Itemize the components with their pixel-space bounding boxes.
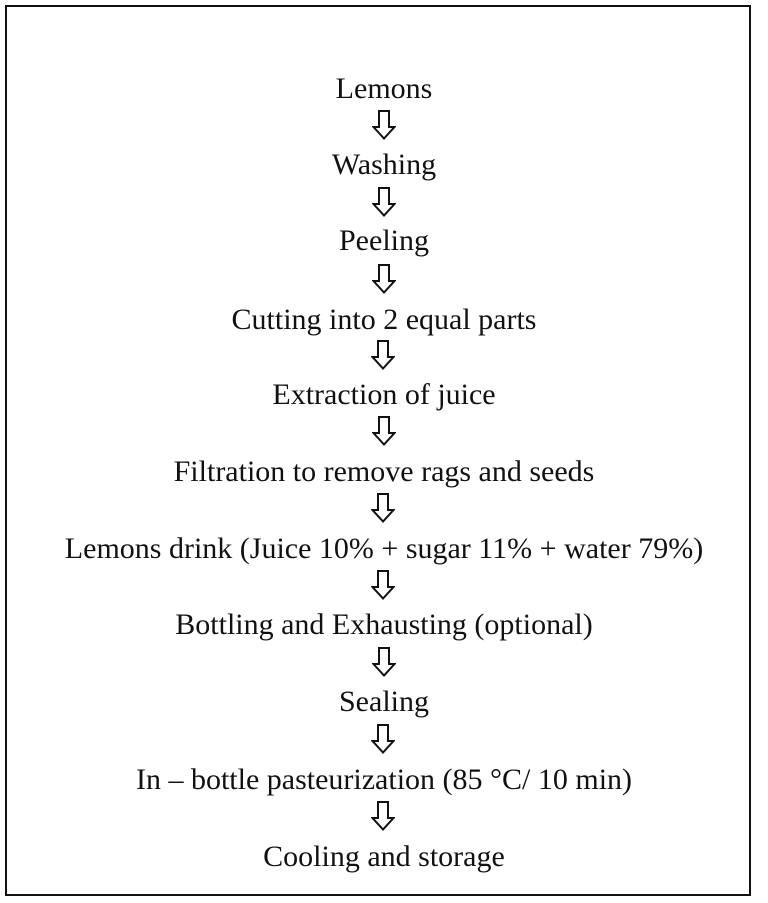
step-extraction: Extraction of juice <box>272 378 496 411</box>
step-lemons-drink: Lemons drink (Juice 10% + sugar 11% + water 79%) <box>64 532 704 565</box>
step-pasteurization: In – bottle pasteurization (85 °C/ 10 min) <box>135 763 633 796</box>
down-arrow-icon <box>372 110 396 140</box>
down-arrow-icon <box>372 187 396 217</box>
down-arrow-icon <box>372 264 396 294</box>
down-arrow-icon <box>371 570 395 600</box>
step-sealing: Sealing <box>339 685 429 718</box>
step-bottling: Bottling and Exhausting (optional) <box>175 608 593 641</box>
step-washing: Washing <box>331 148 437 181</box>
down-arrow-icon <box>371 724 395 754</box>
down-arrow-icon <box>372 416 396 446</box>
down-arrow-icon <box>371 340 395 370</box>
step-filtration: Filtration to remove rags and seeds <box>173 455 595 488</box>
step-cooling-storage: Cooling and storage <box>263 840 505 873</box>
down-arrow-icon <box>371 493 395 523</box>
down-arrow-icon <box>371 801 395 831</box>
down-arrow-icon <box>372 647 396 677</box>
step-peeling: Peeling <box>339 224 429 257</box>
step-cutting: Cutting into 2 equal parts <box>231 303 537 336</box>
step-lemons: Lemons <box>335 72 433 105</box>
